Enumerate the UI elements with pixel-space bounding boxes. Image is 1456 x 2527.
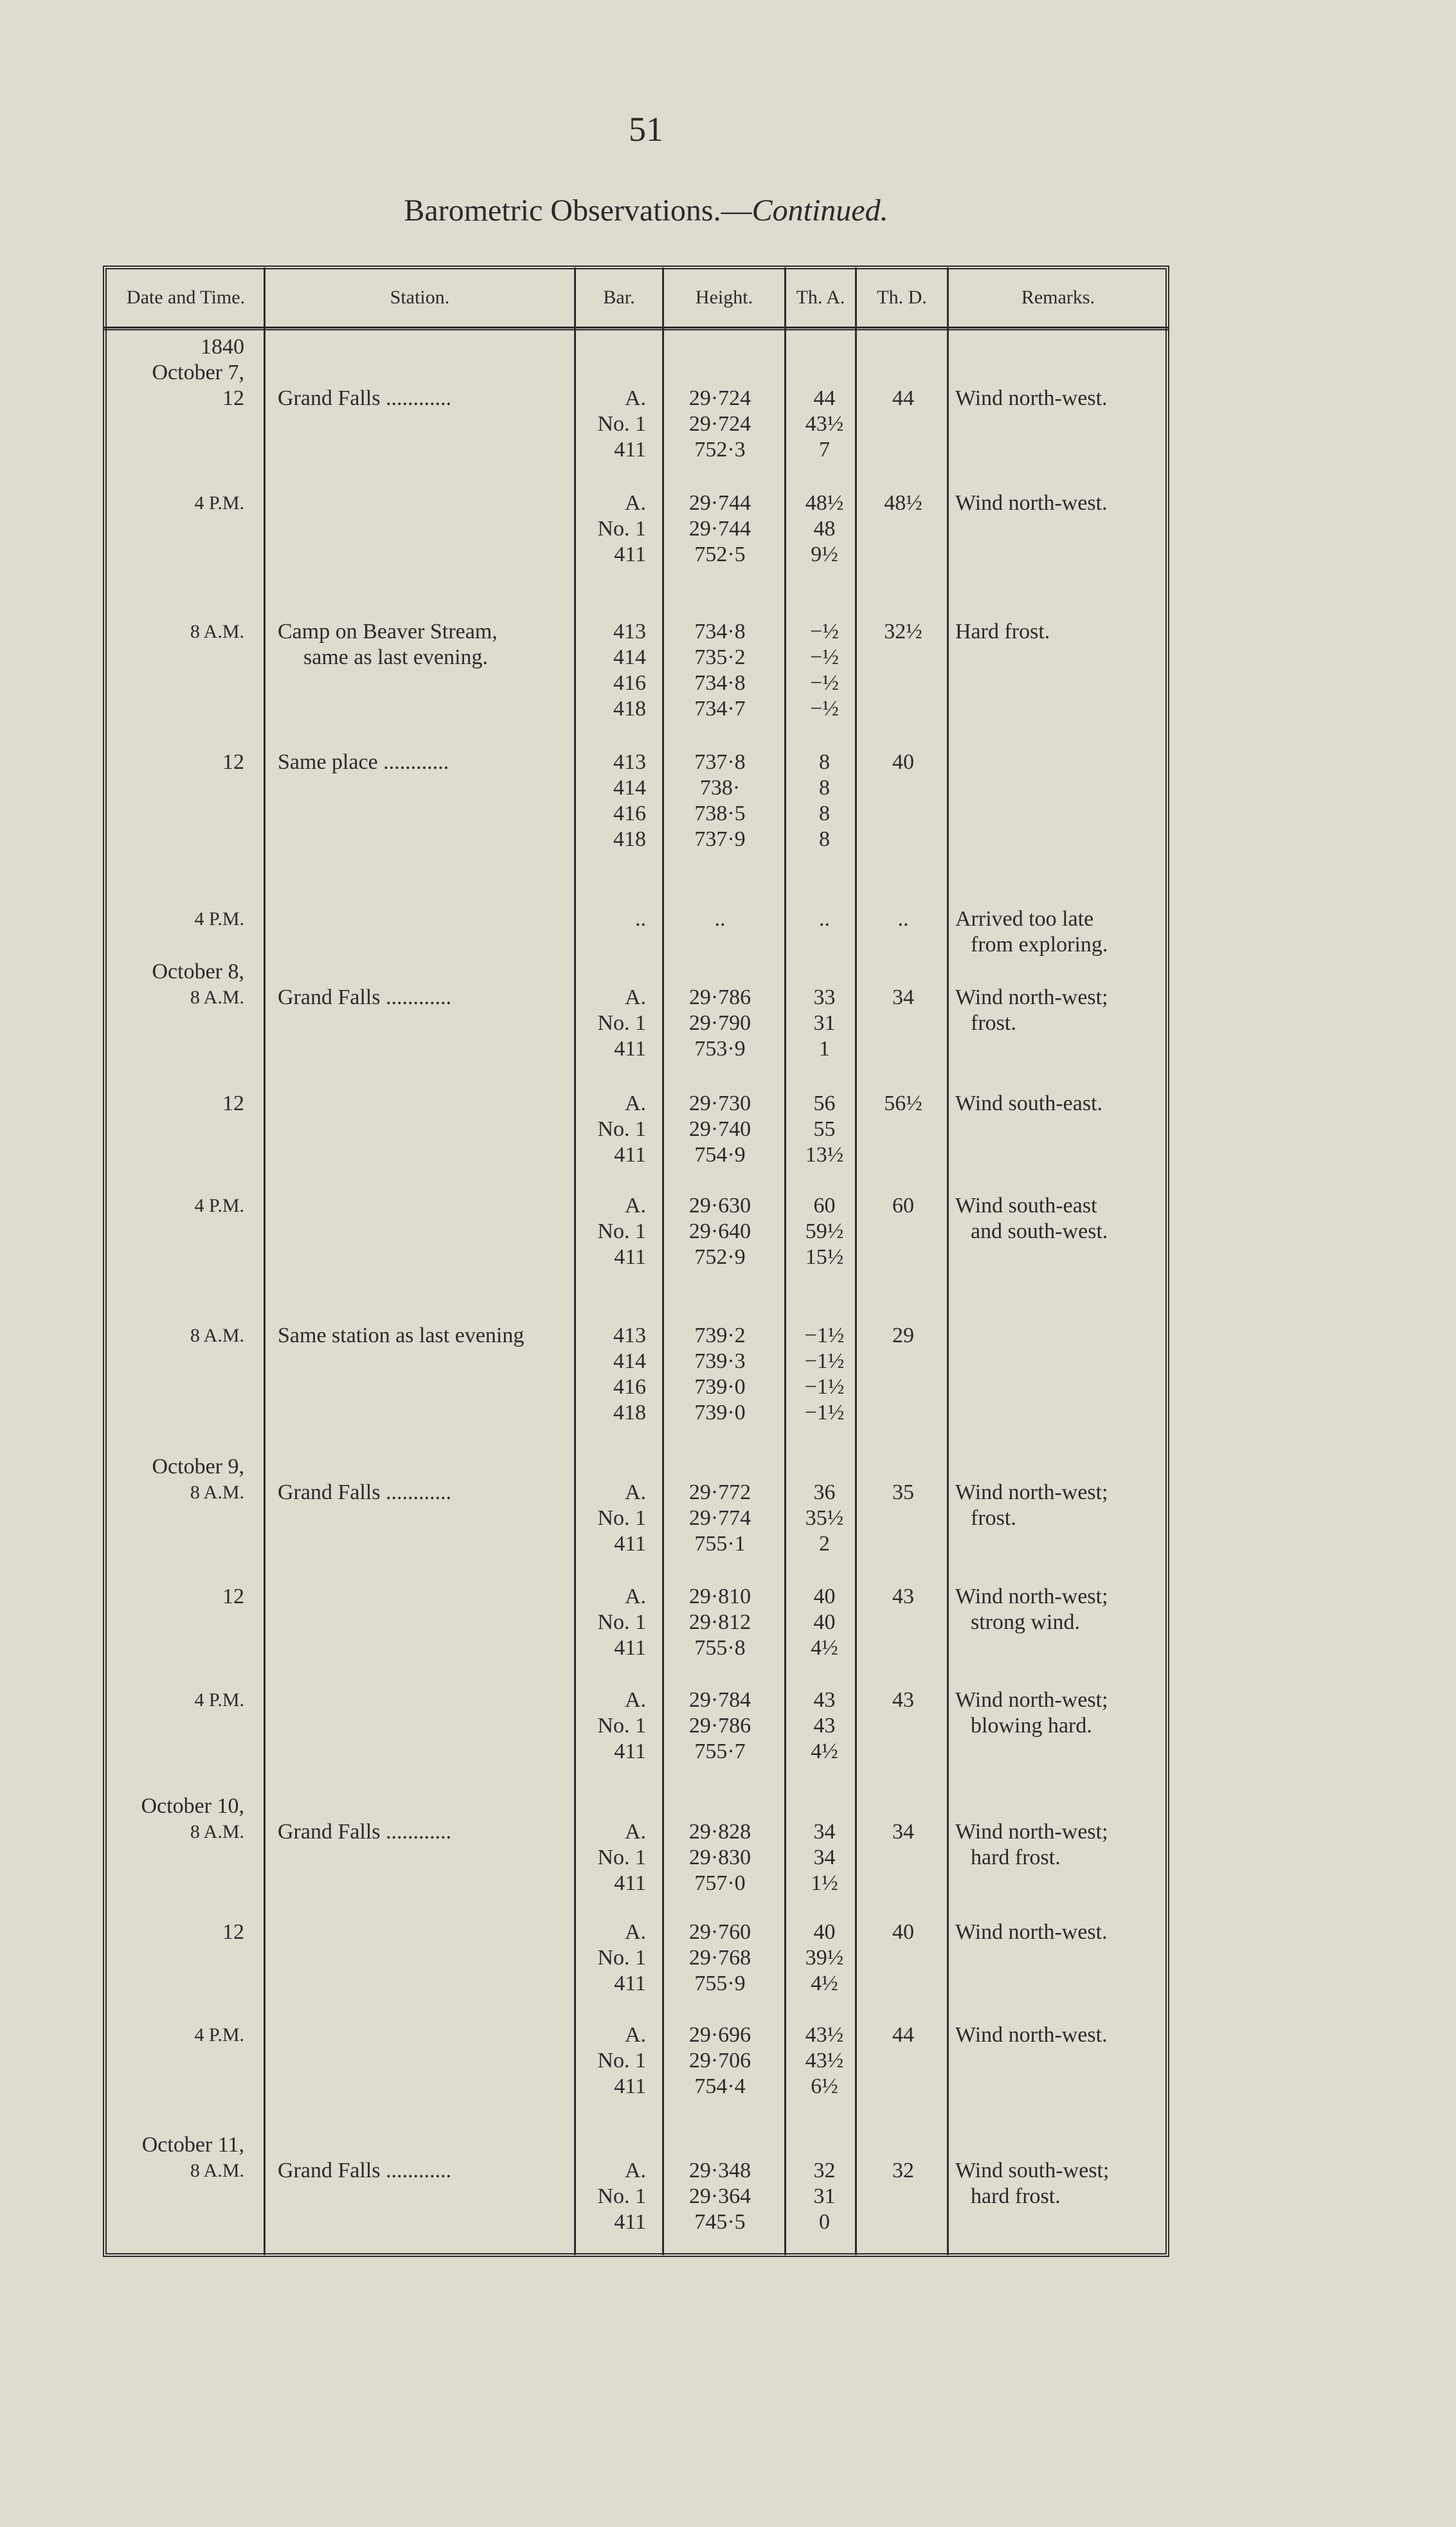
th-d-cell: 40 [892, 750, 914, 774]
th-a-cell: 9½ [811, 543, 838, 566]
remarks-cell: Hard frost. [955, 620, 1050, 643]
th-a-cell: 36 [813, 1480, 836, 1504]
th-a-cell: 4½ [811, 1740, 838, 1763]
date-cell: 8 A.M. [190, 2160, 244, 2181]
height-cell: 29·706 [688, 2049, 751, 2073]
height-cell: 29·784 [688, 1688, 751, 1712]
th-d-cell: 34 [892, 985, 914, 1009]
th-a-cell: 33 [813, 985, 836, 1009]
date-cell: 12 [222, 386, 244, 410]
height-cell: 29·812 [688, 1610, 751, 1634]
bar-cell: 411 [614, 543, 646, 566]
height-cell: 29·772 [688, 1480, 751, 1504]
height-cell: 29·744 [688, 491, 751, 515]
th-a-cell: 39½ [805, 1946, 844, 1970]
date-cell: 4 P.M. [194, 908, 244, 930]
th-a-cell: 34 [813, 1820, 836, 1844]
th-d-cell: 40 [892, 1920, 914, 1944]
remarks-cell: Wind north-west. [955, 2023, 1108, 2047]
height-cell: 29·760 [688, 1920, 751, 1944]
bar-cell: A. [624, 1688, 646, 1712]
date-cell: 4 P.M. [194, 492, 244, 514]
th-a-cell: 13½ [805, 1143, 844, 1167]
bar-cell: A. [624, 491, 646, 515]
th-a-cell: −½ [810, 697, 839, 721]
bar-cell: 411 [614, 1636, 646, 1660]
bar-cell: A. [624, 1920, 646, 1944]
bar-cell: 416 [613, 1375, 646, 1399]
height-cell: 29·810 [688, 1585, 751, 1608]
date-cell: October 7, [152, 361, 244, 384]
bar-cell: 414 [613, 776, 646, 800]
title-continued: Continued. [751, 193, 888, 228]
th-d-cell: 48½ [884, 491, 922, 515]
bar-cell: A. [624, 985, 646, 1009]
remarks-cell: Wind south-east. [955, 1092, 1103, 1115]
th-a-cell: 43 [813, 1714, 836, 1738]
height-cell: 29·786 [688, 985, 751, 1009]
station-cell: Grand Falls ............ [278, 985, 452, 1009]
height-cell: 29·740 [688, 1117, 751, 1141]
th-a-cell: 2 [819, 1532, 830, 1556]
th-a-cell: 43½ [805, 2049, 844, 2073]
th-a-cell: −1½ [804, 1375, 845, 1399]
height-cell: 752·5 [694, 543, 746, 566]
th-a-cell: 35½ [805, 1506, 844, 1530]
th-a-cell: −½ [810, 671, 839, 695]
station-cell: Same place ............ [278, 750, 449, 774]
header-station: Station. [390, 287, 450, 308]
th-a-cell: 8 [819, 750, 830, 774]
th-a-cell: 40 [813, 1610, 836, 1634]
th-a-cell: −1½ [804, 1349, 845, 1373]
th-a-cell: 40 [813, 1585, 836, 1608]
height-cell: 754·9 [694, 1143, 746, 1167]
remarks-cell: Wind north-west; [955, 1585, 1108, 1608]
height-cell: 29·730 [688, 1092, 751, 1115]
th-d-cell: 44 [892, 386, 914, 410]
th-a-cell: 8 [819, 776, 830, 800]
bar-cell: No. 1 [597, 2049, 646, 2073]
th-a-cell: 43½ [805, 2023, 844, 2047]
th-a-cell: −½ [810, 620, 839, 643]
height-cell: 29·744 [688, 517, 751, 541]
bar-cell: No. 1 [597, 1946, 646, 1970]
bar-cell: 416 [613, 671, 646, 695]
th-a-cell: 40 [813, 1920, 836, 1944]
date-cell: 12 [222, 1585, 244, 1608]
height-cell: 737·8 [694, 750, 746, 774]
height-cell: 755·7 [694, 1740, 746, 1763]
remarks-cell: Wind north-west; [955, 1688, 1108, 1712]
height-cell: 734·8 [694, 671, 746, 695]
date-cell: 4 P.M. [194, 1689, 244, 1711]
date-cell: 1840 [201, 335, 244, 359]
bar-cell: 411 [614, 2210, 646, 2234]
bar-cell: 418 [613, 1401, 646, 1425]
station-cell: Grand Falls ............ [278, 2159, 452, 2182]
bar-cell: 418 [613, 827, 646, 851]
height-cell: 29·786 [688, 1714, 751, 1738]
bar-cell: 411 [614, 1972, 646, 1995]
remarks-cell: and south-west. [971, 1219, 1108, 1243]
th-a-cell: .. [819, 907, 830, 931]
column-rule [662, 267, 664, 2255]
height-cell: 755·8 [694, 1636, 746, 1660]
title-main: Barometric Observations.— [404, 193, 752, 228]
date-cell: October 10, [141, 1794, 244, 1818]
height-cell: 755·9 [694, 1972, 746, 1995]
station-cell: Grand Falls ............ [278, 1480, 452, 1504]
th-a-cell: 48½ [805, 491, 844, 515]
bar-cell: No. 1 [597, 517, 646, 541]
station-cell: Same station as last evening [278, 1324, 525, 1347]
bar-cell: 411 [614, 1037, 646, 1061]
height-cell: 739·0 [694, 1401, 746, 1425]
bar-cell: 414 [613, 645, 646, 669]
date-cell: 8 A.M. [190, 987, 244, 1008]
height-cell: 29·640 [688, 1219, 751, 1243]
remarks-cell: Wind north-west. [955, 491, 1108, 515]
remarks-cell: Wind north-west. [955, 1920, 1108, 1944]
bar-cell: 411 [614, 438, 646, 462]
height-cell: 29·724 [688, 386, 751, 410]
height-cell: 734·8 [694, 620, 746, 643]
bar-cell: 411 [614, 1532, 646, 1556]
th-a-cell: 44 [813, 386, 836, 410]
height-cell: 737·9 [694, 827, 746, 851]
remarks-cell: Arrived too late [955, 907, 1094, 931]
th-a-cell: 4½ [811, 1972, 838, 1995]
th-a-cell: 34 [813, 1846, 836, 1869]
header-th-a: Th. A. [796, 287, 845, 308]
th-a-cell: 4½ [811, 1636, 838, 1660]
remarks-cell: from exploring. [971, 933, 1108, 957]
bar-cell: A. [624, 1585, 646, 1608]
remarks-cell: frost. [971, 1506, 1016, 1530]
header-height: Height. [695, 287, 753, 308]
remarks-cell: frost. [971, 1011, 1016, 1035]
date-cell: October 9, [152, 1455, 244, 1479]
height-cell: 734·7 [694, 697, 746, 721]
column-rule [947, 267, 949, 2255]
bar-cell: A. [624, 386, 646, 410]
bar-cell: 411 [614, 1740, 646, 1763]
height-cell: 735·2 [694, 645, 746, 669]
remarks-cell: Wind south-east [955, 1194, 1097, 1218]
remarks-cell: hard frost. [971, 1846, 1061, 1869]
th-a-cell: 6½ [811, 2074, 838, 2098]
date-cell: October 11, [141, 2133, 244, 2157]
date-cell: 8 A.M. [190, 1821, 244, 1842]
station-cell: Grand Falls ............ [278, 386, 452, 410]
th-a-cell: −1½ [804, 1401, 845, 1425]
th-d-cell: 44 [892, 2023, 914, 2047]
header-date: Date and Time. [126, 287, 246, 308]
height-cell: 757·0 [694, 1871, 746, 1895]
th-a-cell: 31 [813, 2184, 836, 2208]
station-cell: Grand Falls ............ [278, 1820, 452, 1844]
remarks-cell: Wind north-west; [955, 985, 1108, 1009]
date-cell: 4 P.M. [194, 2024, 244, 2046]
date-cell: 8 A.M. [190, 621, 244, 642]
height-cell: 752·9 [694, 1245, 746, 1269]
th-d-cell: 60 [892, 1194, 914, 1218]
header-rule [103, 327, 1169, 330]
bar-cell: 411 [614, 1245, 646, 1269]
remarks-cell: strong wind. [971, 1610, 1080, 1634]
header-bar: Bar. [603, 287, 635, 308]
th-a-cell: −½ [810, 645, 839, 669]
height-cell: 29·790 [688, 1011, 751, 1035]
th-a-cell: 1 [819, 1037, 830, 1061]
bar-cell: 411 [614, 2074, 646, 2098]
th-d-cell: 34 [892, 1820, 914, 1844]
th-a-cell: 0 [819, 2210, 830, 2234]
height-cell: 739·3 [694, 1349, 746, 1373]
remarks-cell: Wind north-west; [955, 1480, 1108, 1504]
remarks-cell: Wind north-west. [955, 386, 1108, 410]
th-d-cell: 29 [892, 1324, 914, 1347]
column-rule [784, 267, 786, 2255]
date-cell: October 8, [152, 960, 244, 984]
date-cell: 12 [222, 750, 244, 774]
bar-cell: 411 [614, 1871, 646, 1895]
th-a-cell: 59½ [805, 1219, 844, 1243]
th-d-cell: .. [897, 907, 909, 931]
bar-cell: 413 [613, 750, 646, 774]
th-d-cell: 32½ [884, 620, 922, 643]
bar-cell: 414 [613, 1349, 646, 1373]
height-cell: 29·774 [688, 1506, 751, 1530]
column-rule [574, 267, 576, 2255]
bar-cell: A. [624, 1092, 646, 1115]
th-a-cell: 32 [813, 2159, 836, 2182]
date-cell: 12 [222, 1092, 244, 1115]
header-remarks: Remarks. [1021, 287, 1095, 308]
bar-cell: No. 1 [597, 2184, 646, 2208]
height-cell: 29·348 [688, 2159, 751, 2182]
th-a-cell: 56 [813, 1092, 836, 1115]
th-a-cell: −1½ [804, 1324, 845, 1347]
date-cell: 4 P.M. [194, 1195, 244, 1216]
remarks-cell: blowing hard. [971, 1714, 1092, 1738]
height-cell: 29·830 [688, 1846, 751, 1869]
date-cell: 8 A.M. [190, 1325, 244, 1346]
height-cell: 29·768 [688, 1946, 751, 1970]
bar-cell: No. 1 [597, 1846, 646, 1869]
th-a-cell: 60 [813, 1194, 836, 1218]
bar-cell: No. 1 [597, 1219, 646, 1243]
column-rule [264, 267, 265, 2255]
bar-cell: No. 1 [597, 1610, 646, 1634]
bar-cell: No. 1 [597, 1117, 646, 1141]
height-cell: .. [714, 907, 726, 931]
height-cell: 29·630 [688, 1194, 751, 1218]
th-a-cell: 15½ [805, 1245, 844, 1269]
bar-cell: A. [624, 1820, 646, 1844]
page-number: 51 [629, 110, 663, 148]
station-cell: Camp on Beaver Stream, [278, 620, 498, 643]
remarks-cell: hard frost. [971, 2184, 1061, 2208]
th-a-cell: 8 [819, 802, 830, 825]
height-cell: 754·4 [694, 2074, 746, 2098]
remarks-cell: Wind north-west; [955, 1820, 1108, 1844]
bar-cell: 411 [614, 1143, 646, 1167]
bar-cell: A. [624, 2023, 646, 2047]
height-cell: 753·9 [694, 1037, 746, 1061]
height-cell: 738· [699, 776, 741, 800]
height-cell: 752·3 [694, 438, 746, 462]
date-cell: 8 A.M. [190, 1482, 244, 1503]
bar-cell: 418 [613, 697, 646, 721]
date-cell: 12 [222, 1920, 244, 1944]
th-a-cell: 55 [813, 1117, 836, 1141]
bar-cell: 413 [613, 620, 646, 643]
th-a-cell: 43 [813, 1688, 836, 1712]
height-cell: 29·696 [688, 2023, 751, 2047]
th-d-cell: 32 [892, 2159, 914, 2182]
bar-cell: 413 [613, 1324, 646, 1347]
height-cell: 755·1 [694, 1532, 746, 1556]
th-a-cell: 31 [813, 1011, 836, 1035]
bar-cell: No. 1 [597, 1714, 646, 1738]
height-cell: 29·724 [688, 412, 751, 436]
th-a-cell: 8 [819, 827, 830, 851]
th-a-cell: 7 [819, 438, 830, 462]
bar-cell: .. [635, 907, 646, 931]
bar-cell: No. 1 [597, 1011, 646, 1035]
bar-cell: A. [624, 1480, 646, 1504]
bar-cell: 416 [613, 802, 646, 825]
height-cell: 29·828 [688, 1820, 751, 1844]
station-cell: same as last evening. [303, 645, 489, 669]
th-a-cell: 48 [813, 517, 836, 541]
header-th-d: Th. D. [877, 287, 927, 308]
bar-cell: No. 1 [597, 1506, 646, 1530]
height-cell: 739·0 [694, 1375, 746, 1399]
height-cell: 29·364 [688, 2184, 751, 2208]
bar-cell: No. 1 [597, 412, 646, 436]
height-cell: 738·5 [694, 802, 746, 825]
th-d-cell: 43 [892, 1688, 914, 1712]
th-d-cell: 35 [892, 1480, 914, 1504]
height-cell: 745·5 [694, 2210, 746, 2234]
bar-cell: A. [624, 2159, 646, 2182]
th-d-cell: 56½ [884, 1092, 922, 1115]
bar-cell: A. [624, 1194, 646, 1218]
th-a-cell: 43½ [805, 412, 844, 436]
page-title [0, 193, 1292, 228]
height-cell: 739·2 [694, 1324, 746, 1347]
th-d-cell: 43 [892, 1585, 914, 1608]
remarks-cell: Wind south-west; [955, 2159, 1110, 2182]
th-a-cell: 1½ [811, 1871, 838, 1895]
